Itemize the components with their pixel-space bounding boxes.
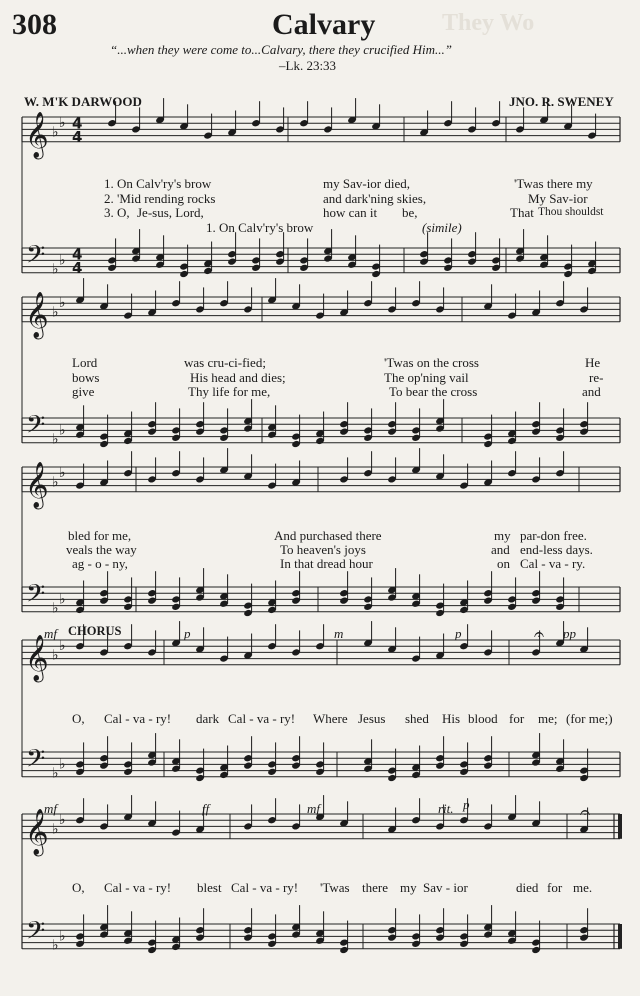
chorus-lyric-1-9: blood	[468, 711, 498, 726]
lyric-s2-v2-d: re-	[589, 370, 604, 385]
flat-sign-icon: ♭	[59, 591, 66, 608]
lyric-s1-v2-b: and dark'ning skies,	[323, 191, 427, 206]
lyric-s3-v1-c: my	[494, 528, 511, 543]
hymn-number: 308	[12, 8, 57, 41]
composer-credit: JNO. R. SWENEY	[509, 94, 614, 109]
lyric-s2-v3-d: and	[582, 384, 601, 399]
lyric-s2-v2-a: bows	[72, 370, 100, 385]
bass-lyric-cue: 1. On Calv'ry's brow	[206, 220, 314, 235]
flat-sign-icon: ♭	[52, 600, 59, 617]
dynamic-mf-2: mf	[44, 801, 57, 816]
treble-clef-icon: 𝄞	[25, 808, 49, 855]
chorus-lyric-2-9: died	[516, 880, 539, 895]
bass-clef-icon: 𝄢	[26, 410, 46, 446]
time-signature-top: 4	[72, 245, 83, 264]
lyric-s3-v3-b: In that dread hour	[280, 556, 373, 571]
flat-sign-icon: ♭	[59, 756, 66, 773]
chorus-lyric-1-11: me;	[538, 711, 558, 726]
flat-sign-icon: ♭	[52, 431, 59, 448]
flat-sign-icon: ♭	[59, 295, 66, 312]
lyric-s3-v3-c: on	[497, 556, 510, 571]
lyric-s3-v1-a: bled for me,	[68, 528, 132, 543]
lyric-s2-v1-a: Lord	[72, 355, 98, 370]
bleed-through-title: They Wo	[442, 10, 535, 36]
lyric-s2-v1-b: was cru-ci-fied;	[184, 355, 266, 370]
treble-clef-icon: 𝄞	[25, 634, 49, 681]
chorus-lyric-2-2: Cal - va - ry!	[104, 880, 172, 895]
dynamic-mf-3: mf	[307, 801, 320, 816]
lyric-s1-v3-e: That	[510, 205, 534, 220]
lyric-s1-v3-d: be,	[402, 205, 418, 220]
lyric-s3-v2-b: To heaven's joys	[280, 542, 366, 557]
lyric-s3-v1-d: par-don free.	[520, 528, 587, 543]
lyric-s1-v1-a: 1. On Calv'ry's brow	[104, 176, 212, 191]
chorus-lyric-2-6: there	[362, 880, 388, 895]
scripture-reference: –Lk. 23:33	[279, 58, 337, 73]
lyric-s3-v1-b: And purchased there	[274, 528, 382, 543]
dynamic-p-3: p	[463, 797, 470, 812]
bass-clef-icon: 𝄢	[26, 744, 46, 780]
dynamic-m: m	[334, 626, 344, 641]
lyricist-credit: W. M'K DARWOOD	[24, 94, 142, 109]
lyric-s1-v1-c: 'Twas there my	[514, 176, 593, 191]
chorus-lyric-1-8: His	[442, 711, 461, 726]
lyric-s1-v2-a: 2. 'Mid rending rocks	[104, 191, 216, 206]
lyric-s1-v2-c: My Sav-ior	[528, 191, 588, 206]
flat-sign-icon: ♭	[59, 465, 66, 482]
lyric-s2-v3-b: Thy life for me,	[188, 384, 271, 399]
chorus-lyric-2-10: for	[547, 880, 563, 895]
lyric-s2-v3-c: To bear the cross	[389, 384, 478, 399]
chorus-lyric-1-12: (for me;)	[566, 711, 613, 726]
chorus-lyric-2-3: blest	[197, 880, 222, 895]
flat-sign-icon: ♭	[52, 937, 59, 954]
dynamic-mf-1: mf	[44, 626, 57, 641]
lyric-s2-v1-d: He	[585, 355, 601, 370]
scripture-epigraph: “...when they were come to...Calvary, there they crucified Him...”	[110, 42, 453, 57]
chorus-lyric-2-11: me.	[573, 880, 593, 895]
flat-sign-icon: ♭	[52, 261, 59, 278]
time-signature-top: 4	[72, 114, 83, 133]
lyric-s1-v1-b: my Sav-ior died,	[323, 176, 411, 191]
fermata-icon: 𝄐	[580, 802, 591, 823]
chorus-lyric-1-1: O,	[72, 711, 85, 726]
chorus-lyric-2-8: Sav - ior	[423, 880, 468, 895]
lyric-s3-v3-d: Cal - va - ry.	[520, 556, 586, 571]
treble-clef-icon: 𝄞	[25, 111, 49, 158]
flat-sign-icon: ♭	[59, 115, 66, 132]
flat-sign-icon: ♭	[59, 252, 66, 269]
chorus-label: CHORUS	[68, 624, 122, 638]
chorus-lyric-1-5: Where	[313, 711, 348, 726]
flat-sign-icon: ♭	[52, 124, 59, 141]
fermata-icon: 𝄐	[534, 624, 545, 645]
time-signature-bottom: 4	[72, 258, 83, 277]
flat-sign-icon: ♭	[59, 638, 66, 655]
flat-sign-icon: ♭	[52, 304, 59, 321]
flat-sign-icon: ♭	[52, 647, 59, 664]
chorus-lyric-1-2: Cal - va - ry!	[104, 711, 172, 726]
flat-sign-icon: ♭	[59, 422, 66, 439]
chorus-lyric-1-3: dark	[196, 711, 220, 726]
bass-clef-icon: 𝄢	[26, 916, 46, 952]
flat-sign-icon: ♭	[52, 821, 59, 838]
chorus-lyric-2-1: O,	[72, 880, 85, 895]
lyric-s3-v3-a: ag - o - ny,	[72, 556, 128, 571]
chorus-lyric-1-6: Jesus	[358, 711, 386, 726]
chorus-lyric-2-4: Cal - va - ry!	[231, 880, 299, 895]
flat-sign-icon: ♭	[52, 765, 59, 782]
lyric-s3-v2-d: end-less days.	[520, 542, 593, 557]
lyric-s2-v1-c: 'Twas on the cross	[384, 355, 479, 370]
lyric-s2-v2-c: The op'ning vail	[384, 370, 469, 385]
bass-clef-icon: 𝄢	[26, 240, 46, 276]
chorus-lyric-1-4: Cal - va - ry!	[228, 711, 296, 726]
flat-sign-icon: ♭	[59, 928, 66, 945]
chorus-lyric-2-5: 'Twas	[320, 880, 350, 895]
dynamic-pp: pp	[563, 626, 576, 641]
bass-clef-icon: 𝄢	[26, 579, 46, 615]
lyric-s2-v2-b: His head and dies;	[190, 370, 286, 385]
treble-clef-icon: 𝄞	[25, 461, 49, 508]
flat-sign-icon: ♭	[59, 812, 66, 829]
dynamic-ff: ff	[202, 801, 210, 816]
hymn-title: Calvary	[272, 8, 376, 41]
dynamic-p-2: p	[455, 626, 462, 641]
lyric-s2-v3-a: give	[72, 384, 95, 399]
chorus-lyric-1-7: shed	[405, 711, 429, 726]
ritardando-marking: rit.	[438, 801, 454, 816]
chorus-lyric-1-10: for	[509, 711, 525, 726]
lyric-s1-v3-a: 3. O,	[104, 205, 130, 220]
dynamic-p-1: p	[184, 626, 191, 641]
treble-clef-icon: 𝄞	[25, 291, 49, 338]
lyric-s1-v3-b: Je-sus, Lord,	[137, 205, 204, 220]
lyric-s1-v3-c: how can it	[323, 205, 378, 220]
chorus-lyric-2-7: my	[400, 880, 417, 895]
lyric-s3-v2-c: and	[491, 542, 510, 557]
lyric-s1-v3-f: Thou shouldst	[538, 206, 604, 218]
lyric-s3-v2-a: veals the way	[66, 542, 137, 557]
time-signature-bottom: 4	[72, 127, 83, 146]
simile-marking: (simile)	[422, 220, 462, 235]
flat-sign-icon: ♭	[52, 474, 59, 491]
